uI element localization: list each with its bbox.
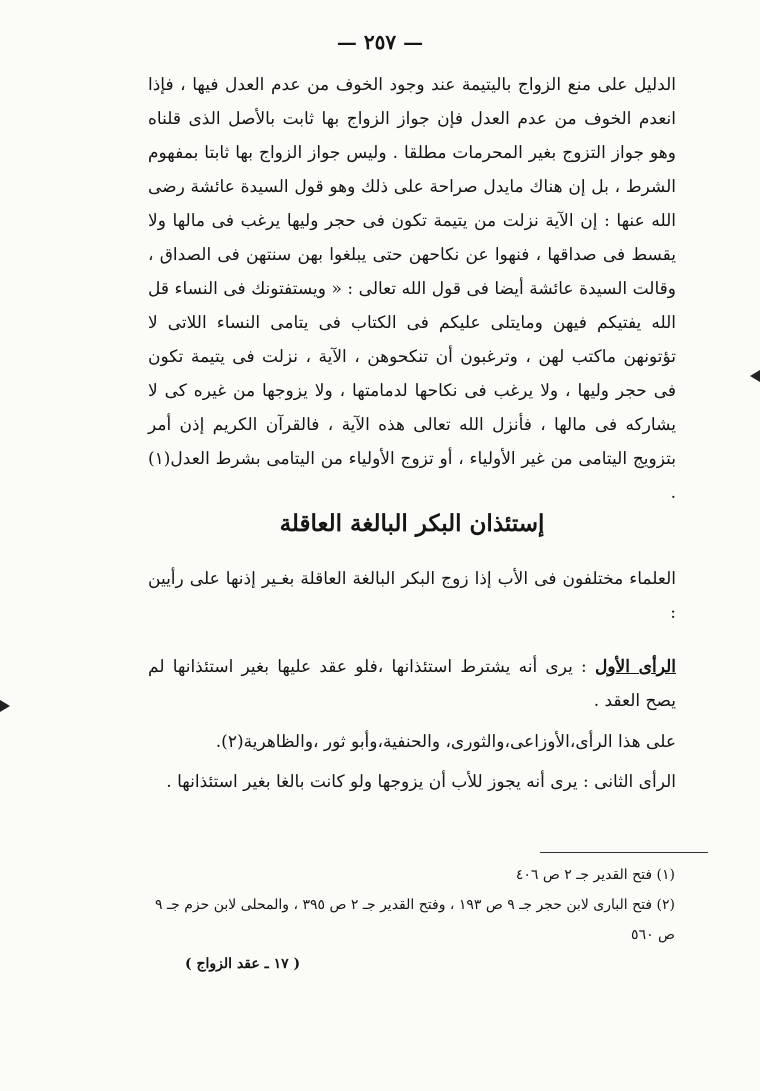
opinion-2-label: الرأى الثانى [594,772,676,792]
footnote-divider [540,852,708,853]
opinion-1-followup: على هذا الرأى،الأوزاعى،والثورى، والحنفية،وأبو ثور ،والظاهرية(٢). [215,732,676,752]
footnote-2: (٢) فتح البارى لابن حجر جـ ٩ ص ١٩٣ ، وفتح القدير جـ ٢ ص ٣٩٥ ، والمحلى لابن حزم جـ ٩ ص ٥٦٠ [155,897,675,943]
footnotes [155,860,675,950]
section-heading: إستئذان البكر البالغة العاقلة [279,510,545,537]
opinion-1-label: الرأى الأول [594,657,676,677]
opinion-1-text: : يرى أنه يشترط استئذانها ،فلو عقد عليها بغير استئذانها لم يصح العقد . [148,657,676,711]
margin-arrow-icon [750,370,760,382]
opinion-2-text: : يرى أنه يجوز للأب أن يزوجها ولو كانت بالغا بغير استئذانها . [166,772,595,792]
opinion-2 [148,765,676,799]
intro-paragraph: العلماء مختلفون فى الأب إذا زوج البكر البالغة العاقلة بغـير إذنها على رأيين : [148,569,676,623]
footnote-1: (١) فتح القدير جـ ٢ ص ٤٠٦ [515,867,675,883]
opinion-1 [148,650,676,718]
page-number: — ٢٥٧ — [336,30,424,54]
signature-mark: ( ١٧ ـ عقد الزواج ) [185,956,301,972]
main-paragraph: الدليل على منع الزواج باليتيمة عند وجود الخوف من عدم العدل فيها ، فإذا انعدم الخوف من عدم العدل فإن جواز الزواج بها ثابت بالأصل الذى قلناه وهو جواز التزوج بغير المحرمات مطلقا . وليس جواز الزواج بها ثابتا بمفهوم الشرط ، بل إن هناك مايدل صراحة على ذلك وهو قول السيدة عائشة رضى الله عنها : إن الآية نزلت من يتيمة تكون فى حجر وليها يرغب فى مالها ولا يقسط فى صداقها ، فنهوا عن نكاحهن حتى يبلغوا بهن سنتهن فى الصداق ، وقالت السيدة عائشة أيضا فى قول الله تعالى : « ويستفتونك فى النساء قل الله يفتيكم فيهن ومايتلى عليكم فى الكتاب فى يتامى النساء اللاتى لا تؤتونهن ماكتب لهن ، وترغبون أن تنكحوهن ، الآية ، نزلت فى يتيمة تكون فى حجر وليها ، ولا يرغب فى نكاحها لدمامتها ، ولا يزوجها من غيره كى لا يشاركه فى مالها ، فأنزل الله تعالى هذه الآية ، فالقرآن الكريم إذن أمر بتزويج اليتامى من غير الأولياء ، أو تزوج الأولياء من اليتامى بشرط العدل(١) . [148,75,676,503]
margin-arrow-icon [0,700,10,712]
